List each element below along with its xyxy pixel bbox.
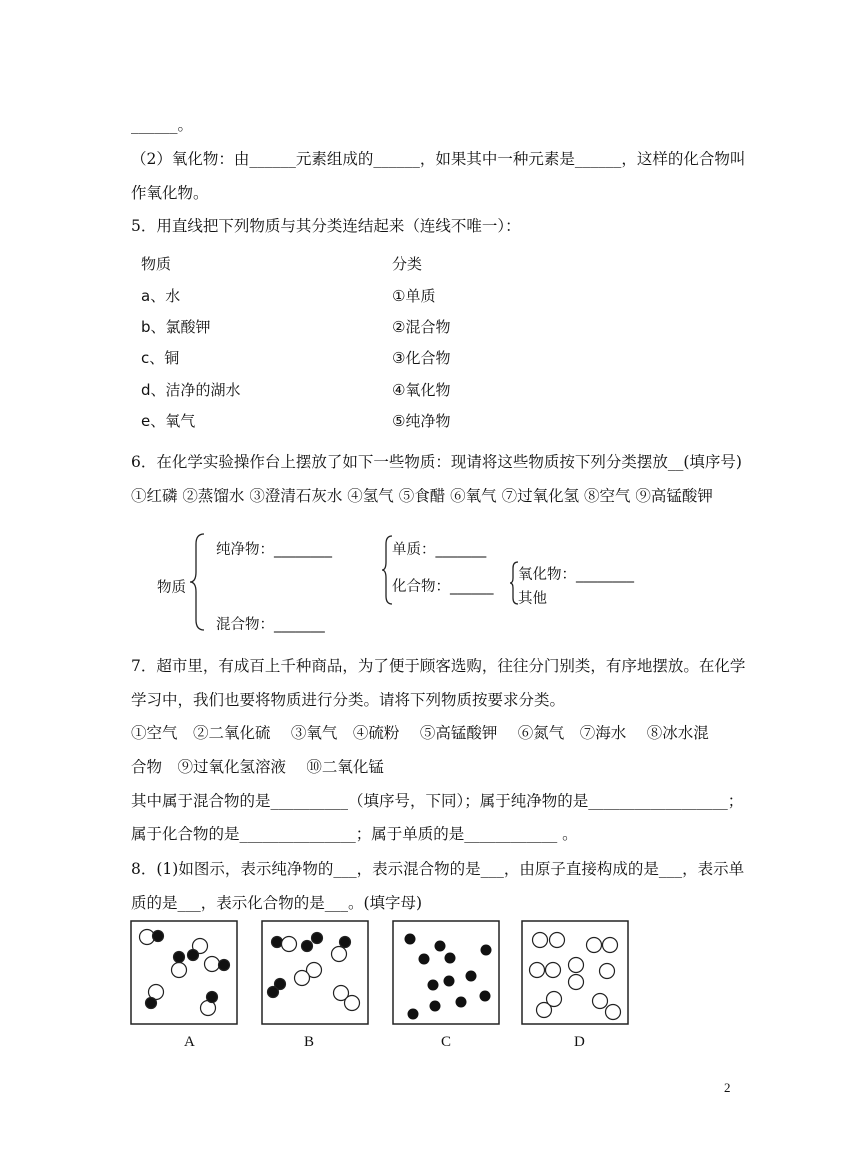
q5-substance: b、氯酸钾 (141, 318, 211, 336)
q5-category: ⑤纯净物 (392, 412, 451, 430)
q5-category: ④氧化物 (392, 381, 451, 399)
q5-substance: c、铜 (141, 349, 180, 367)
q5-category: ①单质 (392, 287, 436, 305)
diagram-root-label: 物质 (157, 580, 186, 596)
figure-label-d: D (574, 1034, 585, 1050)
q5-substance: e、氧气 (141, 412, 196, 430)
diagram-mixture: 混合物：_______ (216, 617, 325, 633)
diagram-oxide: 氧化物：________ (518, 567, 634, 583)
figure-label-b: B (304, 1034, 315, 1050)
text-line: 属于化合物的是_______________；属于单质的是____________ 。 (131, 825, 578, 843)
question-6-title: 6．在化学实验操作台上摆放了如下一些物质：现请将这些物质按下列分类摆放__(填序号) (131, 453, 742, 471)
diagram-pure-substance: 纯净物：________ (216, 542, 332, 558)
brace-left (188, 532, 208, 632)
diagram-element: 单质：_______ (392, 542, 487, 558)
text-line: 质的是___，表示化合物的是___。(填字母) (131, 894, 423, 912)
diagram-other: 其他 (518, 591, 547, 607)
q5-category-header: 分类 (392, 255, 423, 273)
q5-substance: a、水 (141, 287, 181, 305)
text-line: 学习中，我们也要将物质进行分类。请将下列物质按要求分类。 (131, 691, 566, 709)
text-line: ______。 (131, 116, 194, 134)
question-7-title: 7．超市里，有成百上千种商品，为了便于顾客选购，往往分门别类，有序地摆放。在化学 (131, 657, 746, 675)
q5-category: ②混合物 (392, 318, 451, 336)
particle-box-b (261, 920, 369, 1025)
text-line: （2）氧化物：由______元素组成的______，如果其中一种元素是______，这样的化合物叫 (131, 150, 746, 168)
page-number: 2 (724, 1080, 731, 1095)
q5-substance: d、洁净的湖水 (141, 381, 241, 399)
question-5-title: 5．用直线把下列物质与其分类连结起来（连线不唯一）： (131, 217, 521, 235)
text-line: 合物 ⑨过氧化氢溶液 ⑩二氧化锰 (131, 758, 384, 776)
text-line: ①空气 ②二氧化硫 ③氧气 ④硫粉 ⑤高锰酸钾 ⑥氮气 ⑦海水 ⑧冰水混 (131, 724, 709, 742)
figure-label-a: A (184, 1034, 195, 1050)
question-6-items: ①红磷 ②蒸馏水 ③澄清石灰水 ④氢气 ⑤食醋 ⑥氧气 ⑦过氧化氢 ⑧空气 ⑨高锰酸钾 (131, 487, 713, 505)
text-line: 其中属于混合物的是__________（填序号，下同）；属于纯净物的是__________________； (131, 792, 744, 810)
q5-category: ③化合物 (392, 349, 451, 367)
particle-box-d (521, 920, 629, 1025)
text-line: 作氧化物。 (131, 184, 209, 202)
question-8-title: 8．(1)如图示，表示纯净物的___，表示混合物的是___，由原子直接构成的是___，表示单 (131, 860, 745, 878)
particle-box-a (130, 920, 238, 1025)
figure-label-c: C (441, 1034, 452, 1050)
particle-box-c (392, 920, 500, 1025)
q5-substance-header: 物质 (141, 255, 172, 273)
diagram-compound: 化合物：______ (392, 579, 494, 595)
